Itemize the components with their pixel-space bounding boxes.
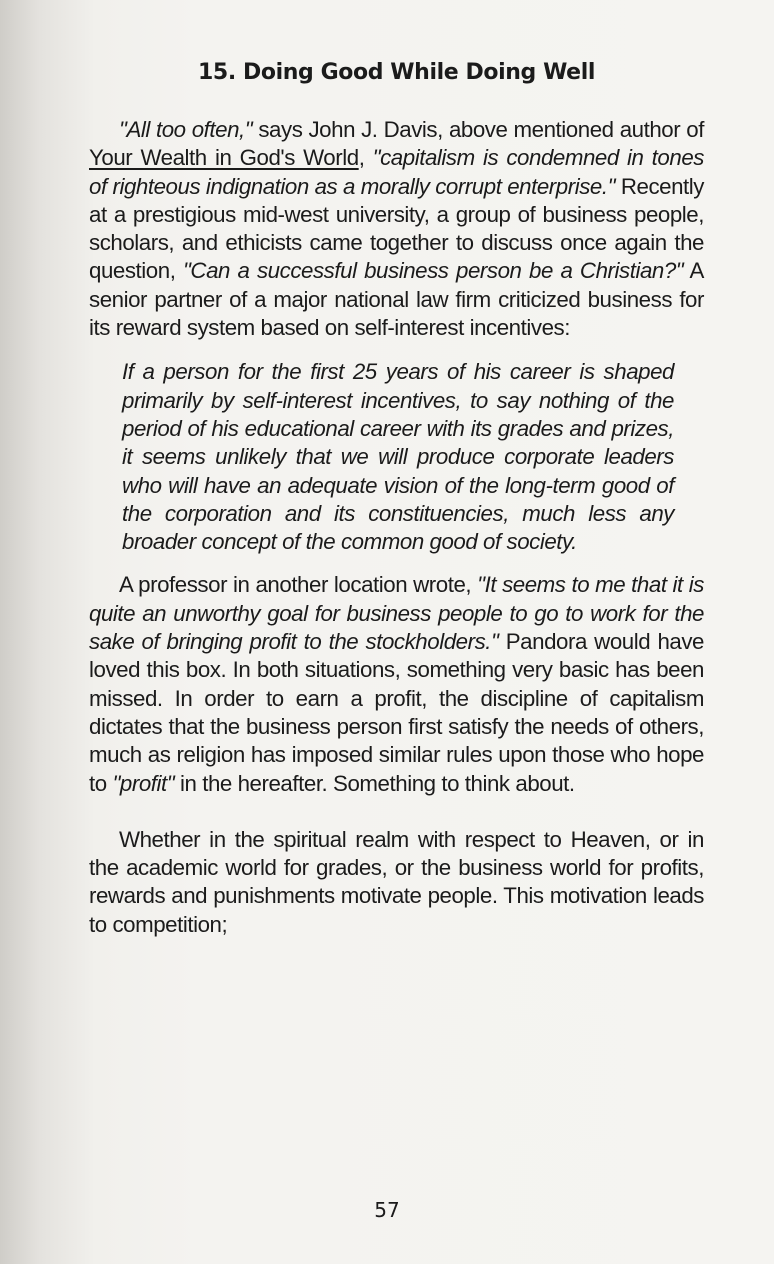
paragraph-2-text-a: A professor in another location wrote,: [119, 572, 478, 598]
paragraph-1-text-a: says John J. Davis, above mentioned author of: [252, 117, 704, 142]
paragraph-2: [89, 571, 704, 797]
quote-profit: "profit": [112, 770, 175, 796]
paragraph-2-text-c: in the hereafter. Something to think about.: [174, 770, 575, 796]
quote-capitalism: "capitalism is condemned in tones of righteous indignation as a morally corrupt enterprise.": [89, 145, 704, 199]
book-title: Your Wealth in God's World: [89, 145, 359, 171]
paragraph-1-text-b: ,: [358, 145, 373, 171]
paragraph-1: [89, 116, 704, 342]
paragraph-2-text-b: Pandora would have loved this box. In both situations, something very basic has been missed. In order to earn a profit, the discipline of capitalism dictates that the business person first satisfy the needs of others, much as religion has imposed similar rules upon those who hope to: [89, 629, 704, 796]
block-quote: If a person for the first 25 years of his career is shaped primarily by self-interest incentives, to say nothing of the period of his educational career with its grades and prizes, it seems unlikely that we will produce corporate leaders who will have an adequate vision of the long-term good of the corporation and its constituencies, much less any broader concept of the common good of society.: [122, 359, 674, 555]
paragraph-1-text-d: A senior partner of a major national law firm criticized business for its reward system based on self-interest incentives:: [89, 258, 704, 341]
page-number: 57: [374, 1198, 400, 1222]
paragraph-gap: [89, 798, 704, 826]
paragraph-1-text-c: Recently at a prestigious mid-west university, a group of business people, scholars, and ethicists came together to discuss once again the question,: [89, 173, 704, 284]
quote-question: "Can a successful business person be a Christian?": [182, 258, 684, 284]
quote-all-too-often: "All too often,": [119, 117, 253, 142]
paragraph-3: Whether in the spiritual realm with respect to Heaven, or in the academic world for grades, or the business world for profits, rewards and punishments motivate people. This motivation leads to competition;: [89, 826, 704, 937]
page-content: [89, 56, 704, 939]
quote-professor: "It seems to me that it is quite an unworthy goal for business people to go to work for the sake of bringing profit to the stockholders.": [89, 572, 704, 655]
chapter-title: 15. Doing Good While Doing Well: [198, 60, 595, 85]
